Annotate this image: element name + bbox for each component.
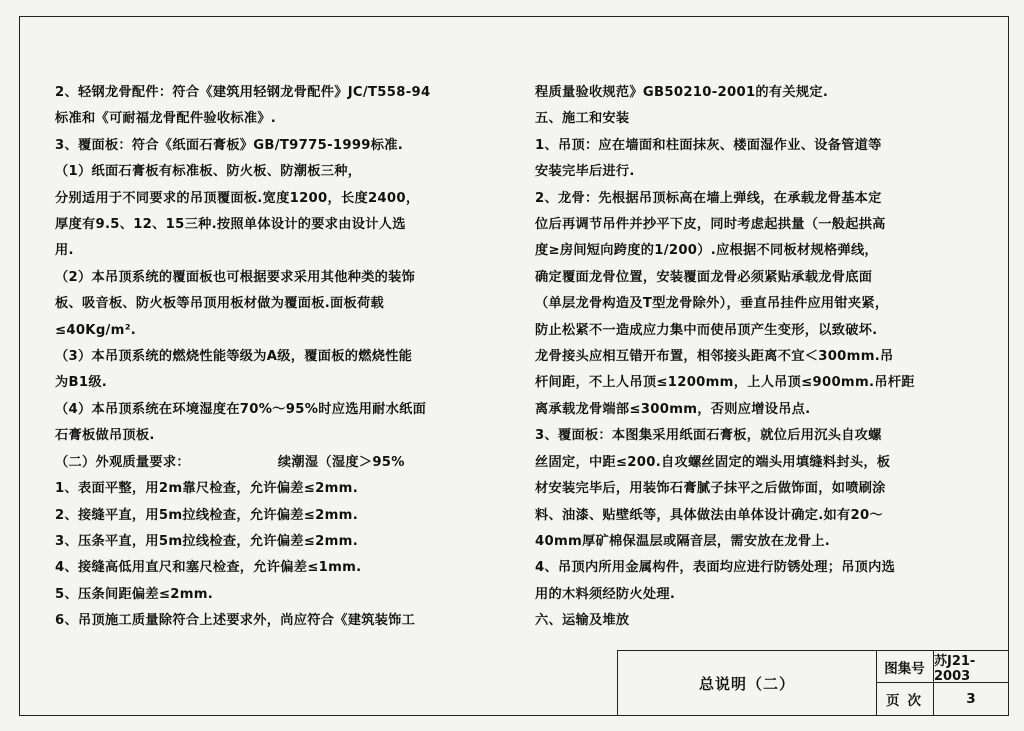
text-line: 40mm厚矿棉保温层或隔音层，需安放在龙骨上. [535,533,831,549]
text-line: 为B1级. [55,375,108,391]
text-line: 程质量验收规范》GB50210-2001的有关规定. [535,85,829,100]
text-line: 位后再调节吊件并抄平下皮，同时考虑起拱量（一般起拱高 [535,217,886,233]
text-line: 5、压条间距偏差≤2mm. [55,586,214,602]
text-line: 度≥房间短向跨度的1/200）.应根据不同板材规格弹线， [535,243,878,259]
text-line: 3、覆面板：本图集采用纸面石膏板，就位后用沉头自攻螺 [535,428,882,444]
text-line: （4）本吊顶系统在环境湿度在70%～95%时应选用耐水纸面 [55,401,427,417]
text-line: 防止松紧不一造成应力集中而使吊顶产生变形，以致破坏. [535,322,878,338]
atlas-number-value: 苏J21-2003 [934,651,1008,683]
right-text-column [535,80,990,635]
text-line: 材安装完毕后，用装饰石膏腻子抹平之后做饰面，如喷刷涂 [535,481,886,497]
section-heading: 六、运输及堆放 [535,613,630,629]
text-line: （2）本吊顶系统的覆面板也可根据要求采用其他种类的装饰 [55,269,416,285]
text-line: 用的木料须经防火处理. [535,586,676,602]
text-line: 标准和《可耐福龙骨配件验收标准》. [55,111,277,127]
text-line: 丝固定，中距≤200.自攻螺丝固定的端头用填缝料封头，板 [535,454,891,470]
text-line: （1）纸面石膏板有标准板、防火板、防潮板三种， [55,164,362,180]
text-line: 厚度有9.5、12、15三种.按照单体设计的要求由设计人选 [55,217,406,233]
text-line: ≤40Kg/m². [55,322,137,338]
text-line: 料、油漆、贴壁纸等，具体做法由单体设计确定.如有20～ [535,507,883,523]
page-number-label: 页次 [876,683,934,715]
drawing-title: 总说明（二） [618,651,877,715]
text-line: 4、接缝高低用直尺和塞尺检查，允许偏差≤1mm. [55,560,362,576]
text-line: 1、表面平整，用2m靠尺检查，允许偏差≤2mm. [55,481,359,497]
text-line: 3、压条平直，用5m拉线检查，允许偏差≤2mm. [55,533,359,549]
page-number-value: 3 [966,691,976,707]
text-line: 4、吊顶内所用金属构件，表面均应进行防锈处理；吊顶内选 [535,560,896,576]
text-line: 离承载龙骨端部≤300mm，否则应增设吊点. [535,401,811,417]
text-line: 1、吊顶：应在墙面和柱面抹灰、楼面湿作业、设备管道等 [535,137,882,153]
text-line: 2、轻钢龙骨配件：符合《建筑用轻钢龙骨配件》JC/T558-94 [55,85,431,100]
title-block [617,650,1009,716]
text-line: 分别适用于不同要求的吊顶覆面板.宽度1200，长度2400， [55,190,420,206]
text-line: 龙骨接头应相互错开布置，相邻接头距离不宜＜300mm.吊 [535,349,894,365]
text-line: （单层龙骨构造及T型龙骨除外），垂直吊挂件应用钳夹紧， [535,296,889,312]
text-line: 板、吸音板、防火板等吊顶用板材做为覆面板.面板荷载 [55,296,385,312]
text-line: 用. [55,243,74,259]
text-line: 3、覆面板：符合《纸面石膏板》GB/T9775-1999标准. [55,137,404,153]
text-line: 2、接缝平直，用5m拉线检查，允许偏差≤2mm. [55,507,359,523]
text-line: 2、龙骨：先根据吊顶标高在墙上弹线，在承载龙骨基本定 [535,190,882,206]
left-text-column [55,80,510,635]
section-heading: 五、施工和安装 [535,111,630,127]
text-line: （3）本吊顶系统的燃烧性能等级为A级，覆面板的燃烧性能 [55,349,413,365]
atlas-number-label: 图集号 [876,651,934,683]
text-line: 安装完毕后进行. [535,164,635,180]
text-line: 杆间距，不上人吊顶≤1200mm，上人吊顶≤900mm.吊杆距 [535,375,915,391]
text-line: 石膏板做吊顶板. [55,428,155,444]
text-line: 确定覆面龙骨位置，安装覆面龙骨必须紧贴承载龙骨底面 [535,269,873,285]
text-line: 6、吊顶施工质量除符合上述要求外，尚应符合《建筑装饰工 [55,613,416,629]
text-line: （二）外观质量要求： 续潮湿（湿度＞95% [55,454,405,470]
